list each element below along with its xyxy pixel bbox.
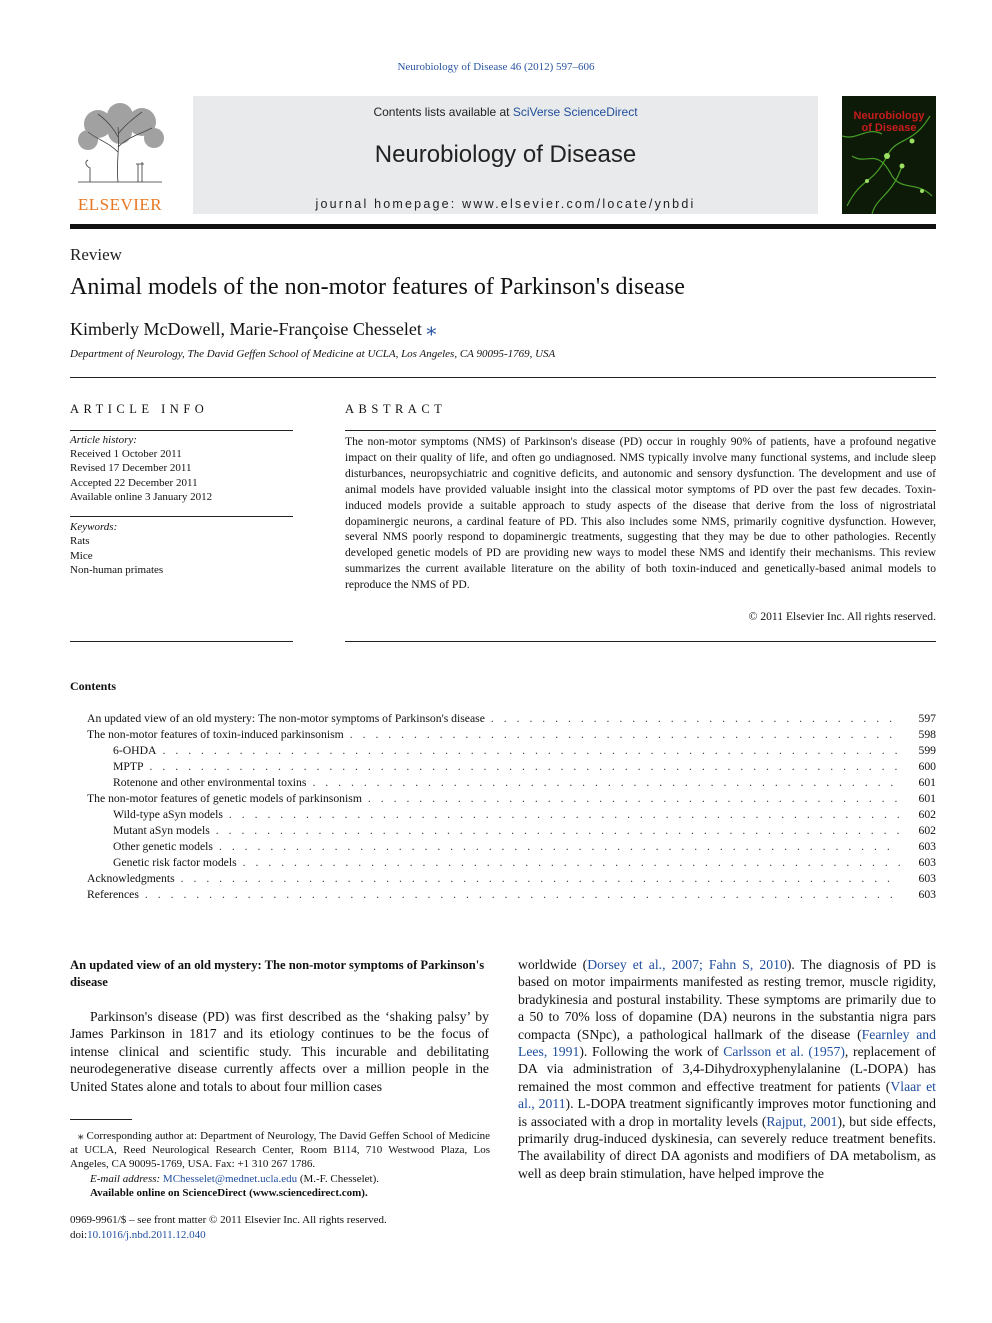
article-type: Review xyxy=(70,245,122,264)
doi-line xyxy=(70,1228,387,1243)
toc-entry[interactable] xyxy=(70,792,936,808)
toc-entry[interactable] xyxy=(70,872,936,888)
doi-link[interactable]: 10.1016/j.nbd.2011.12.040 xyxy=(87,1229,206,1241)
toc-entry[interactable] xyxy=(70,856,936,872)
header-divider xyxy=(70,224,936,229)
toc-label: An updated view of an old mystery: The non-motor symptoms of Parkinson's disease xyxy=(87,712,485,725)
doi-label: doi: xyxy=(70,1229,88,1241)
keywords-rule xyxy=(70,516,293,517)
toc-label: Acknowledgments xyxy=(87,872,175,885)
issn-line: 0969-9961/$ – see front matter © 2011 Elsevier Inc. All rights reserved. xyxy=(70,1214,387,1226)
toc-page: 603 xyxy=(918,840,936,853)
toc-leader xyxy=(145,888,900,901)
toc-entry[interactable] xyxy=(70,728,936,744)
body-text: worldwide ( xyxy=(518,957,588,972)
keyword-item: Mice xyxy=(70,550,93,562)
toc-page: 601 xyxy=(918,792,936,805)
toc-label: References xyxy=(87,888,139,901)
footnote xyxy=(70,1129,490,1200)
toc-entry[interactable] xyxy=(70,744,936,760)
history-label: Article history: xyxy=(70,434,137,446)
toc-leader xyxy=(368,792,900,805)
info-bottom-rule xyxy=(70,641,293,642)
cover-title: Neurobiology of Disease xyxy=(853,110,925,134)
front-matter-info xyxy=(70,1213,387,1243)
toc-entry[interactable] xyxy=(70,712,936,728)
abstract-bottom-rule xyxy=(345,641,936,642)
toc-page: 603 xyxy=(918,872,936,885)
history-received: Received 1 October 2011 xyxy=(70,448,182,460)
corresponding-author-mark[interactable]: ⁎ xyxy=(426,318,437,340)
toc-entry[interactable] xyxy=(70,824,936,840)
body-text: ), but side effects, primarily drug-induced dyskinesia, can severely reduce treatment benefits. The availability of direct DA agonists and modifiers of DA metabolism, as well as deep brain stimulation, have helped improve the xyxy=(518,1113,936,1181)
toc-leader xyxy=(229,808,900,821)
toc-leader xyxy=(219,840,900,853)
publisher-name: ELSEVIER xyxy=(77,195,163,214)
article-title: Animal models of the non-motor features of Parkinson's disease xyxy=(70,274,685,300)
body-text: ). The diagnosis of PD is based on motor impairments manifested as resting tremor, muscle rigidity, bradykinesia and postural instability. These symptoms are primarily due to a 50 to 70% loss of dopamine (DA) neurons in the substantia nigra pars compacta (SNpc), a pathological hallmark of the disease ( xyxy=(518,957,936,1042)
toc-leader xyxy=(163,744,901,757)
journal-homepage[interactable]: journal homepage: www.elsevier.com/locate/ynbdi xyxy=(315,197,696,211)
keyword-item: Rats xyxy=(70,535,90,547)
keyword-item: Non-human primates xyxy=(70,564,164,576)
info-top-rule xyxy=(70,430,293,431)
corresponding-author-note: Corresponding author at: Department of Neurology, The David Geffen School of Medicine at UCLA, Reed Neurological Research Center, Room B114, 710 Westwood Plaza, Los Angeles, CA 90095-1769, USA. Fax: +1 310 267 1786. xyxy=(70,1130,491,1171)
email-label: E-mail address: xyxy=(90,1172,161,1185)
citation-link[interactable]: Carlsson et al. (1957) xyxy=(723,1044,845,1060)
journal-cover-image xyxy=(842,96,936,214)
toc-label: Rotenone and other environmental toxins xyxy=(113,776,307,789)
body-paragraph-right xyxy=(518,956,936,1182)
toc-label: Wild-type aSyn models xyxy=(113,808,223,821)
toc-page: 598 xyxy=(918,728,936,741)
toc-page: 602 xyxy=(918,824,936,837)
citation-link[interactable]: Rajput, 2001 xyxy=(766,1113,838,1129)
body-text: ). L-DOPA treatment significantly improves motor functioning and is associated with a drop in mortality levels ( xyxy=(518,1096,936,1129)
email-link[interactable]: MChesselet@mednet.ucla.edu xyxy=(162,1172,298,1185)
copyright-notice: © 2011 Elsevier Inc. All rights reserved. xyxy=(748,610,936,623)
toc-page: 600 xyxy=(918,760,936,773)
toc-leader xyxy=(312,776,900,789)
toc-label: Genetic risk factor models xyxy=(113,856,237,869)
citation-link[interactable]: Fearnley and Lees, 1991 xyxy=(518,1026,936,1060)
toc-leader xyxy=(491,712,900,725)
abstract-top-rule xyxy=(345,430,936,431)
footnote-marker: ⁎ xyxy=(78,1130,84,1142)
footnote-divider xyxy=(70,1119,132,1120)
toc-leader xyxy=(243,856,900,869)
citation-link[interactable]: Dorsey et al., 2007; Fahn S, 2010 xyxy=(587,957,787,972)
toc-label: MPTP xyxy=(113,760,144,773)
history-accepted: Accepted 22 December 2011 xyxy=(70,477,198,489)
authors-text: Kimberly McDowell, Marie-Françoise Chesselet xyxy=(70,319,422,339)
toc-leader xyxy=(181,872,900,885)
toc-leader xyxy=(216,824,900,837)
journal-title: Neurobiology of Disease xyxy=(374,141,637,168)
toc-label: Other genetic models xyxy=(113,840,213,853)
body-text: ). Following the work of xyxy=(579,1044,724,1060)
toc-label: The non-motor features of toxin-induced parkinsonism xyxy=(87,728,344,741)
toc-page: 597 xyxy=(918,712,936,725)
history-revised: Revised 17 December 2011 xyxy=(70,462,192,474)
email-owner: (M.-F. Chesselet). xyxy=(299,1172,379,1185)
toc-leader xyxy=(150,760,900,773)
toc-entry[interactable] xyxy=(70,776,936,792)
toc-page: 601 xyxy=(918,776,936,789)
abstract-heading: ABSTRACT xyxy=(345,402,447,416)
toc-page: 602 xyxy=(918,808,936,821)
article-info-heading: ARTICLE INFO xyxy=(70,402,209,416)
toc-label: Mutant aSyn models xyxy=(113,824,210,837)
toc-label: 6-OHDA xyxy=(113,744,157,757)
body-paragraph-left: Parkinson's disease (PD) was first described as the ‘shaking palsy’ by James Parkinson in 1817 and its etiology continues to be the focus of intense clinical and scientific study. This incurable and debilitating neurodegenerative disease currently affects over a million people in the United States alone and totals to about four million cases xyxy=(70,1009,489,1094)
section-heading: An updated view of an old mystery: The non-motor symptoms of Parkinson's disease xyxy=(70,958,485,989)
sciencedirect-link[interactable]: SciVerse ScienceDirect xyxy=(512,105,638,119)
citation-link[interactable]: Vlaar et al., 2011 xyxy=(518,1078,936,1112)
front-divider xyxy=(70,377,936,378)
keywords-label: Keywords: xyxy=(70,521,118,533)
abstract-text: The non-motor symptoms (NMS) of Parkinson's disease (PD) occur in roughly 90% of patients, have a profound negative impact on their quality of life, and often go undiagnosed. NMS typically involve many functional systems, and include sleep disturbances, neuropsychiatric and cognitive deficits, and autonomic and sensory dysfunction. The development and use of animal models have provided valuable insight into the classical motor symptoms of PD over the past few decades. Toxin-induced models provide a suitable approach to study aspects of the disease that derive from the loss of nigrostriatal dopaminergic neurons, a cardinal feature of PD. This also includes some NMS, primarily cognitive dysfunction. However, several NMS poorly respond to dopaminergic treatments, suggesting that they may be due to other pathologies. Recently developed genetic models of PD are providing new ways to model these NMS and identify their mechanisms. This review summarizes the current available literature on the ability of both toxin-induced and genetically-based animal models to reproduce the NMS of PD. xyxy=(345,435,936,592)
author-affiliation: Department of Neurology, The David Geffen School of Medicine at UCLA, Los Angeles, CA 90095-1769, USA xyxy=(70,348,556,360)
toc-entry[interactable] xyxy=(70,760,936,776)
toc-page: 603 xyxy=(918,888,936,901)
toc-label: The non-motor features of genetic models of parkinsonism xyxy=(87,792,362,805)
history-online: Available online 3 January 2012 xyxy=(70,491,213,503)
toc-page: 603 xyxy=(918,856,936,869)
contents-availability xyxy=(193,105,818,119)
body-text: , replacement of DA via administration of 3,4-Dihydroxyphenylalanine (L-DOPA) has remained the most common and effective treatment for patients ( xyxy=(518,1044,936,1094)
toc-entry[interactable] xyxy=(70,888,936,904)
contents-title: Contents xyxy=(70,679,117,693)
author-list xyxy=(70,316,436,341)
toc-entry[interactable] xyxy=(70,840,936,856)
toc-leader xyxy=(350,728,900,741)
toc-page: 599 xyxy=(918,744,936,757)
contents-prefix: Contents lists available at xyxy=(373,105,513,119)
toc-entry[interactable] xyxy=(70,808,936,824)
journal-reference[interactable]: Neurobiology of Disease 46 (2012) 597–606 xyxy=(397,61,595,73)
available-online-note: Available online on ScienceDirect (www.sciencedirect.com). xyxy=(90,1186,368,1199)
